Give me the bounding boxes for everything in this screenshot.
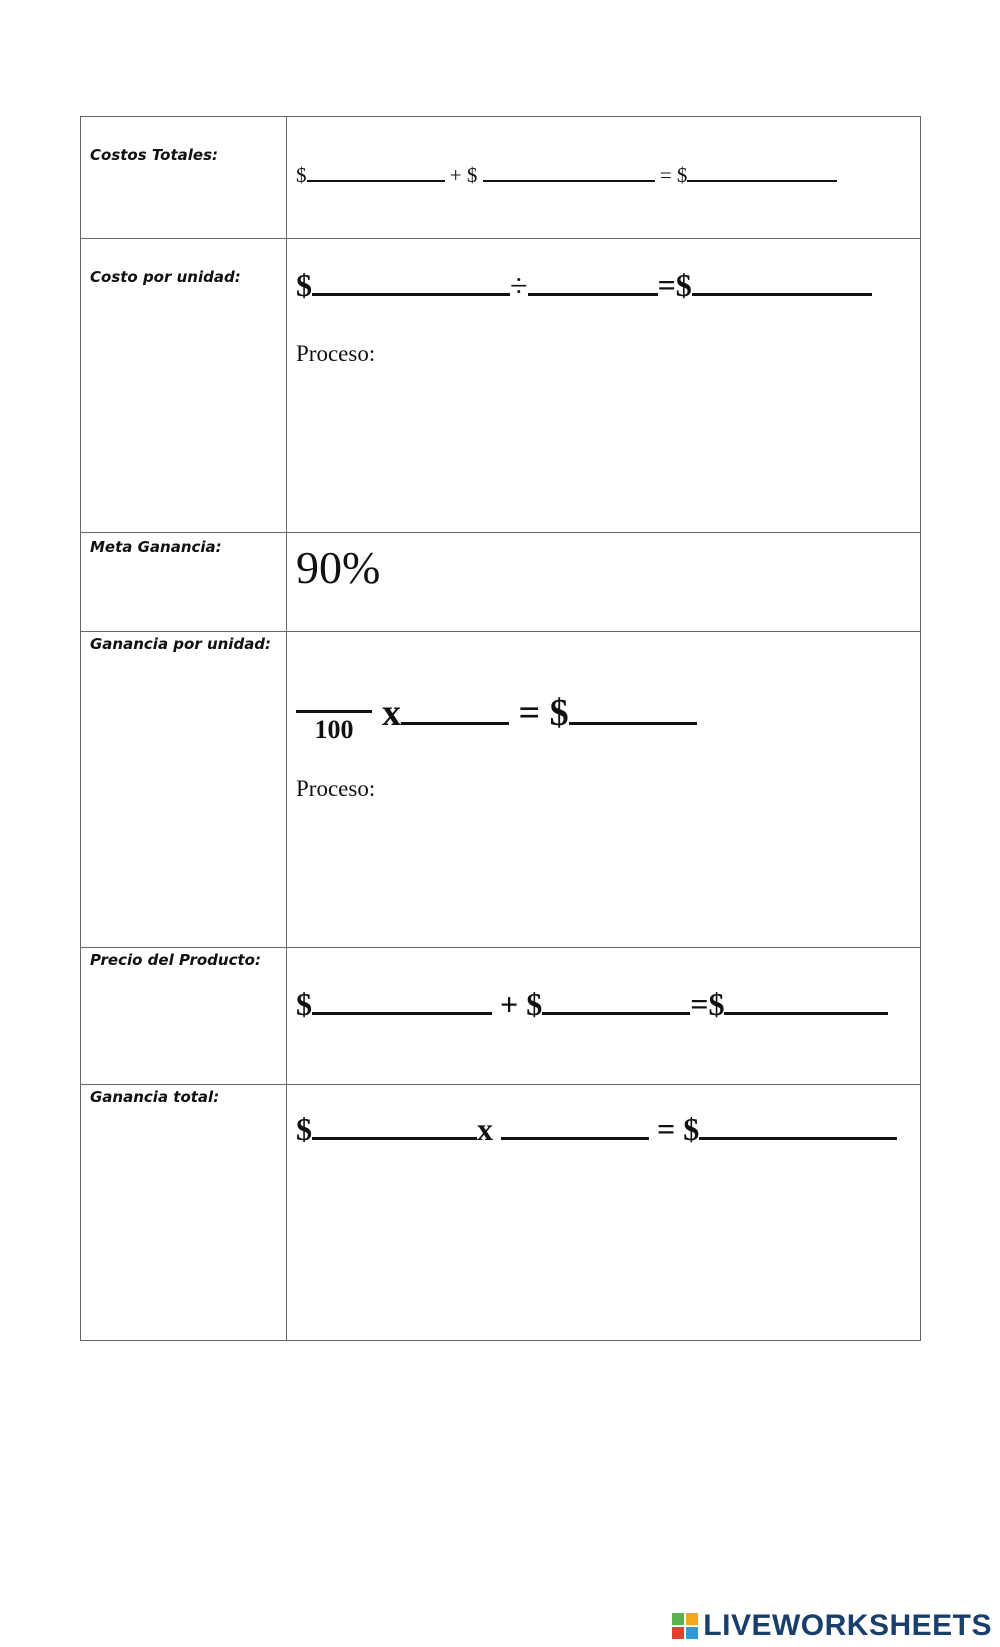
value-cell — [287, 948, 921, 1085]
worksheet-table — [80, 116, 921, 1341]
blank-field[interactable] — [312, 1011, 492, 1015]
row-precio-del-producto — [81, 948, 921, 1085]
percent-value: 90% — [296, 542, 381, 593]
label-cell — [81, 1085, 287, 1341]
label-cell — [81, 239, 287, 533]
label-cell — [81, 117, 287, 239]
blank-field[interactable] — [401, 721, 509, 725]
liveworksheets-logo — [672, 1609, 992, 1643]
blank-field[interactable] — [483, 179, 655, 182]
brand-name: LIVEWORKSHEETS — [703, 1609, 992, 1642]
fraction — [296, 702, 372, 743]
blank-field[interactable] — [307, 179, 445, 182]
blank-field[interactable] — [569, 721, 697, 725]
equation-costos-totales: $ + $ = $ — [296, 165, 837, 186]
value-cell — [287, 1085, 921, 1341]
row-label: Costo por unidad: — [90, 268, 241, 286]
row-label: Meta Ganancia: — [90, 538, 222, 556]
row-costo-por-unidad — [81, 239, 921, 533]
equation-ganancia-total: $ x = $ — [296, 1113, 897, 1145]
label-cell — [81, 632, 287, 948]
row-label: Ganancia total: — [90, 1088, 220, 1106]
numerator-blank[interactable] — [296, 702, 372, 713]
row-label: Costos Totales: — [90, 146, 219, 164]
row-ganancia-por-unidad — [81, 632, 921, 948]
proceso-label: Proceso: — [296, 341, 376, 366]
blank-field[interactable] — [724, 1011, 888, 1015]
label-cell — [81, 533, 287, 632]
value-cell — [287, 117, 921, 239]
value-cell — [287, 533, 921, 632]
denominator: 100 — [314, 715, 354, 745]
row-costos-totales — [81, 117, 921, 239]
blank-field[interactable] — [699, 1136, 897, 1140]
blank-field[interactable] — [542, 1011, 690, 1015]
equation-costo-por-unidad: $ ÷ =$ — [296, 269, 872, 301]
label-cell — [81, 948, 287, 1085]
equation-ganancia-por-unidad: 100 x = $ — [296, 694, 697, 743]
value-cell — [287, 632, 921, 948]
row-ganancia-total — [81, 1085, 921, 1341]
row-label: Precio del Producto: — [90, 951, 261, 969]
row-label: Ganancia por unidad: — [90, 635, 272, 653]
value-cell — [287, 239, 921, 533]
blank-field[interactable] — [501, 1136, 649, 1140]
blank-field[interactable] — [692, 292, 872, 296]
equation-precio-del-producto: $ + $ =$ — [296, 988, 888, 1020]
row-meta-ganancia — [81, 533, 921, 632]
proceso-label: Proceso: — [296, 776, 376, 801]
blank-field[interactable] — [687, 179, 837, 182]
blank-field[interactable] — [528, 292, 658, 296]
logo-icon — [672, 1613, 698, 1639]
blank-field[interactable] — [312, 292, 510, 296]
blank-field[interactable] — [312, 1136, 477, 1140]
